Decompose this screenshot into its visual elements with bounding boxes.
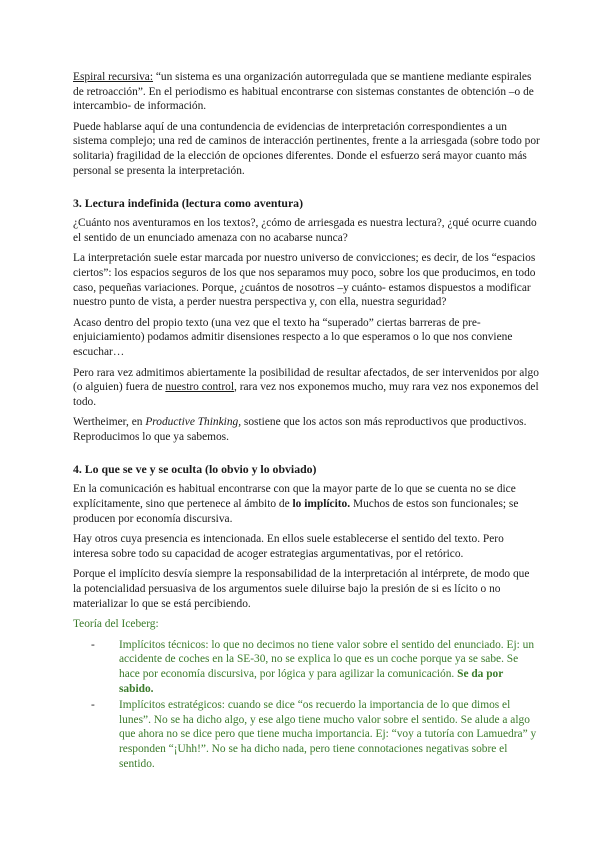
section-3-paragraph-5-b: sostiene que los actos son más reproductivos que productivos. Reproducimos lo que ya sabemos.: [73, 416, 527, 443]
intro-paragraph-2: Puede hablarse aquí de una contundencia de evidencias de interpretación correspondientes a un sistema complejo; una red de caminos de interacción pertinentes, frente a la arriesgada (sobre todo por solitaria) fragilidad de la elección de opciones diferentes. Donde el esfuerzo será mayor cuanto más personal se presenta la interpretación.: [73, 120, 540, 177]
list-item-1-bold: Se da por sabido.: [119, 668, 504, 695]
section-3-paragraph-4-b: , rara vez nos exponemos mucho, muy rara vez nos exponemos del todo.: [73, 381, 539, 408]
list-item-implicitos-tecnicos: [119, 638, 540, 696]
section-3-paragraph-5-a: Wertheimer, en: [73, 416, 146, 429]
section-3-paragraph-4: [73, 366, 540, 410]
section-4-paragraph-2: Hay otros cuya presencia es intencionada. En ellos suele establecerse el sentido del texto. Pero interesa sobre todo su capacidad de acoger estrategias argumentativas, por el retórico.: [73, 533, 504, 560]
list-item-1-text: Implícitos técnicos: lo que no decimos no tiene valor sobre el sentido del enunciado. Ej: un accidente de coches en la SE-30, no se explica lo que es un coche porque ya se sabe. Se hace por economía discursiva, por lógica y para agilizar la comunicación.: [119, 638, 535, 680]
section-4-paragraph-3: Porque el implícito desvía siempre la responsabilidad de la interpretación al intérprete, de modo que la potencialidad persuasiva de los argumentos suele diluirse bajo la presión de si es lícito o no materializar lo que se está percibiendo.: [73, 568, 530, 610]
section-3-paragraph-3: Acaso dentro del propio texto (una vez que el texto ha “superado” ciertas barreras de pre-enjuiciamiento) podamos admitir disensiones respecto a lo que esperamos o lo que nos conviene escuchar…: [73, 316, 513, 358]
section-3-paragraph-4-a: Pero rara vez admitimos abiertamente la posibilidad de resultar afectados, de ser intervenidos por algo (o alguien) fuera de: [73, 366, 539, 394]
section-4-paragraph-1-c: Muchos de estos son funcionales; se producen por economía discursiva.: [73, 498, 519, 525]
section-3-paragraph-1: ¿Cuánto nos aventuramos en los textos?, ¿cómo de arriesgada es nuestra lectura?, ¿qué ocurre cuando el sentido de un enunciado amenaza con no acabarse nunca?: [73, 217, 537, 244]
iceberg-list: [73, 638, 540, 771]
section-4-paragraph-1: [73, 482, 540, 526]
intro-paragraph-1-text: “un sistema es una organización autorregulada que se mantiene mediante espirales de retroacción”. En el periodismo es habitual encontrarse con sistemas constantes de obtención –o de intercambio- de información.: [73, 71, 534, 113]
section-4-paragraph-1-a: En la comunicación es habitual encontrarse con que la mayor parte de lo que se cuenta no se dice explícitamente, sino que pertenece al ámbito de: [73, 483, 516, 511]
term-espiral-recursiva: Espiral recursiva:: [73, 71, 154, 83]
book-title-productive-thinking: Productive Thinking,: [145, 416, 242, 429]
section-3-paragraph-5: [73, 415, 540, 444]
section-3-paragraph-2: La interpretación suele estar marcada por nuestro universo de convicciones; es decir, de los “espacios ciertos”: los espacios seguros de los que nos separamos muy poco, sobre los que producimos, en todo caso, pequeñas variaciones. Porque, ¿cuántos de nosotros –y cuánto- estamos dispuestos a modificar nuestro punto de vista, a perder nuestra perspectiva y, con ella, nuestra seguridad?: [73, 252, 536, 309]
section-4-heading: 4. Lo que se ve y se oculta (lo obvio y lo obviado): [73, 462, 317, 477]
intro-paragraph-1: [73, 70, 540, 114]
section-3-heading: 3. Lectura indefinida (lectura como aventura): [73, 196, 304, 211]
iceberg-theory-title: Teoría del Iceberg:: [73, 618, 159, 631]
bold-lo-implicito: lo implícito.: [292, 498, 351, 511]
underlined-nuestro-control: nuestro control: [165, 381, 234, 394]
list-item-implicitos-estrategicos: - Implícitos estratégicos: cuando se dice “os recuerdo la importancia de lo que dimos el lunes”. No se ha dicho algo, y ese algo tiene mucho valor sobre el sentido. Se alude a algo que ahora no se dice pero que tiene mucha importancia. Ej: “voy a tutoría con Lamuedra” y responden “¡Uhh!”. No se ha dicho nada, pero tiene connotaciones negativas sobre el sentido.: [119, 698, 540, 771]
